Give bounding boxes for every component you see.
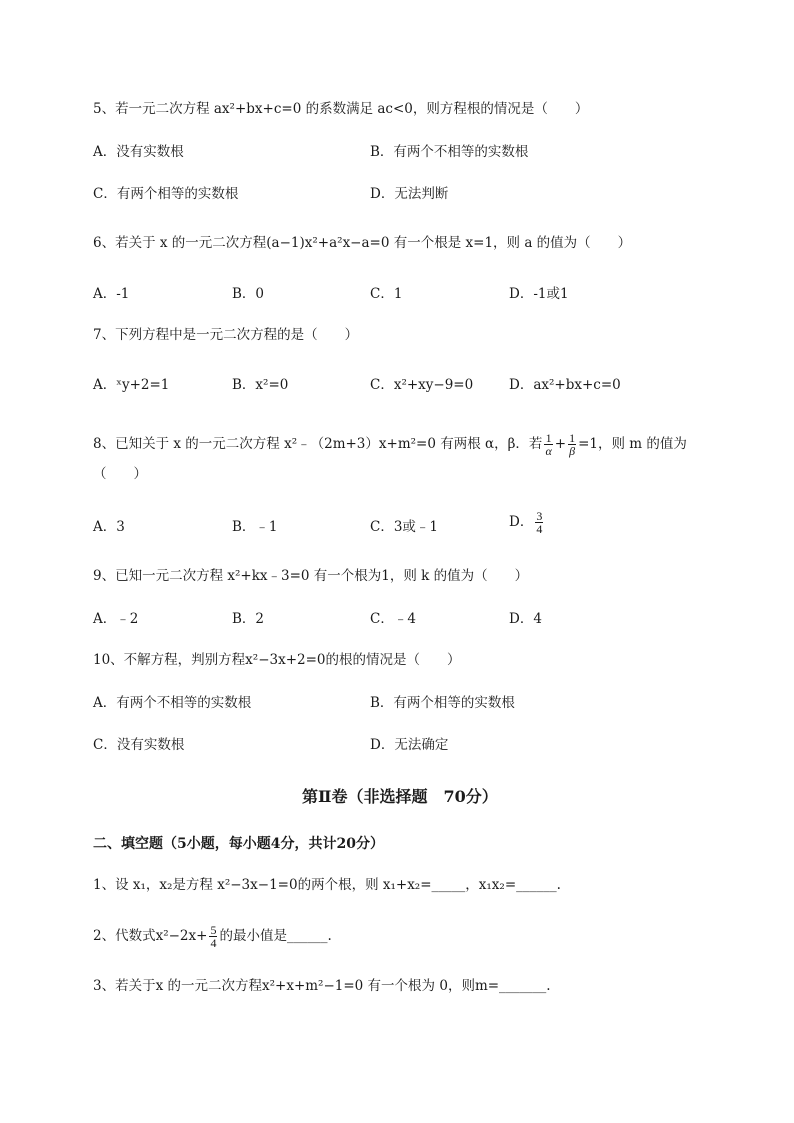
fill-section-heading: 二、填空题（5小题，每小题4分，共计20分） — [93, 836, 384, 852]
q7-stem: 7、下列方程中是一元二次方程的是（ ） — [93, 327, 359, 343]
fill2-post: 的最小值是______. — [219, 928, 332, 944]
q8-option-c: C．3或﹣1 — [370, 519, 439, 535]
fill1-stem: 1、设 x₁，x₂是方程 x²−3x−1=0的两个根，则 x₁+x₂=_____，x₁x₂=______. — [93, 877, 561, 893]
q8-option-b: B．﹣1 — [232, 519, 278, 535]
q5-option-b: B．有两个不相等的实数根 — [370, 144, 529, 160]
q10-option-d: D．无法确定 — [370, 737, 449, 753]
q8-plus: + — [554, 436, 567, 452]
q8-fraction-beta-denominator: β — [569, 444, 576, 458]
q7-option-d: D．ax²+bx+c=0 — [509, 377, 621, 393]
q8-option-a: A．3 — [93, 519, 125, 535]
q7-option-c: C．x²+xy−9=0 — [370, 377, 474, 393]
q9-option-c: C．﹣4 — [370, 611, 416, 627]
q10-stem: 10、不解方程，判别方程x²−3x+2=0的根的情况是（ ） — [93, 652, 461, 668]
q9-option-b: B．2 — [232, 611, 265, 627]
q5-option-c: C．有两个相等的实数根 — [93, 186, 239, 202]
q8-option-d-denominator: 4 — [536, 522, 543, 536]
fill2-fraction — [209, 924, 217, 949]
fill3-stem: 3、若关于x 的一元二次方程x²+x+m²−1=0 有一个根为 0，则m=_______. — [93, 978, 551, 994]
q8-option-d-label: D． — [509, 514, 534, 530]
q9-option-a: A．﹣2 — [93, 611, 139, 627]
q6-option-a: A．-1 — [93, 286, 130, 302]
q8-fraction-beta-numerator: 1 — [569, 431, 576, 445]
q6-stem: 6、若关于 x 的一元二次方程(a−1)x²+a²x−a=0 有一个根是 x=1，则 a 的值为（ ） — [93, 235, 632, 251]
fill2-denominator: 4 — [210, 936, 217, 950]
part2-title: 第Ⅱ卷（非选择题 70分） — [302, 787, 498, 806]
q8-fraction-beta — [568, 432, 576, 457]
q9-stem: 9、已知一元二次方程 x²+kx﹣3=0 有一个根为1，则 k 的值为（ ） — [93, 568, 529, 584]
q8-fraction-alpha-numerator: 1 — [545, 431, 552, 445]
q10-option-b: B．有两个相等的实数根 — [370, 695, 515, 711]
q5-option-d: D．无法判断 — [370, 186, 449, 202]
q6-option-c: C．1 — [370, 286, 403, 302]
q10-option-c: C．没有实数根 — [93, 737, 185, 753]
fill2-stem — [93, 924, 332, 949]
q6-option-d: D．-1或1 — [509, 286, 569, 302]
q7-option-b: B．x²=0 — [232, 377, 289, 393]
q5-option-a: A．没有实数根 — [93, 144, 184, 160]
fill2-pre: 2、代数式x²−2x+ — [93, 928, 208, 944]
q9-option-d: D．4 — [509, 611, 542, 627]
fill2-numerator: 5 — [210, 923, 217, 937]
q8-stem-line2: （ ） — [93, 466, 147, 482]
q8-stem — [93, 432, 687, 457]
q5-stem: 5、若一元二次方程 ax²+bx+c=0 的系数满足 ac<0，则方程根的情况是（ ） — [93, 101, 589, 117]
q6-option-b: B．0 — [232, 286, 265, 302]
q8-fraction-alpha-denominator: α — [545, 444, 552, 458]
q8-stem-post: =1，则 m 的值为 — [578, 436, 687, 452]
q8-fraction-alpha — [544, 432, 552, 457]
q7-option-a: A．ˣy+2=1 — [93, 377, 170, 393]
q8-option-d-numerator: 3 — [536, 509, 543, 523]
q8-option-d-fraction — [535, 510, 543, 535]
q8-stem-pre: 8、已知关于 x 的一元二次方程 x²﹣（2m+3）x+m²=0 有两根 α，β．若 — [93, 436, 543, 452]
q8-option-d — [509, 510, 545, 535]
q10-option-a: A．有两个不相等的实数根 — [93, 695, 252, 711]
